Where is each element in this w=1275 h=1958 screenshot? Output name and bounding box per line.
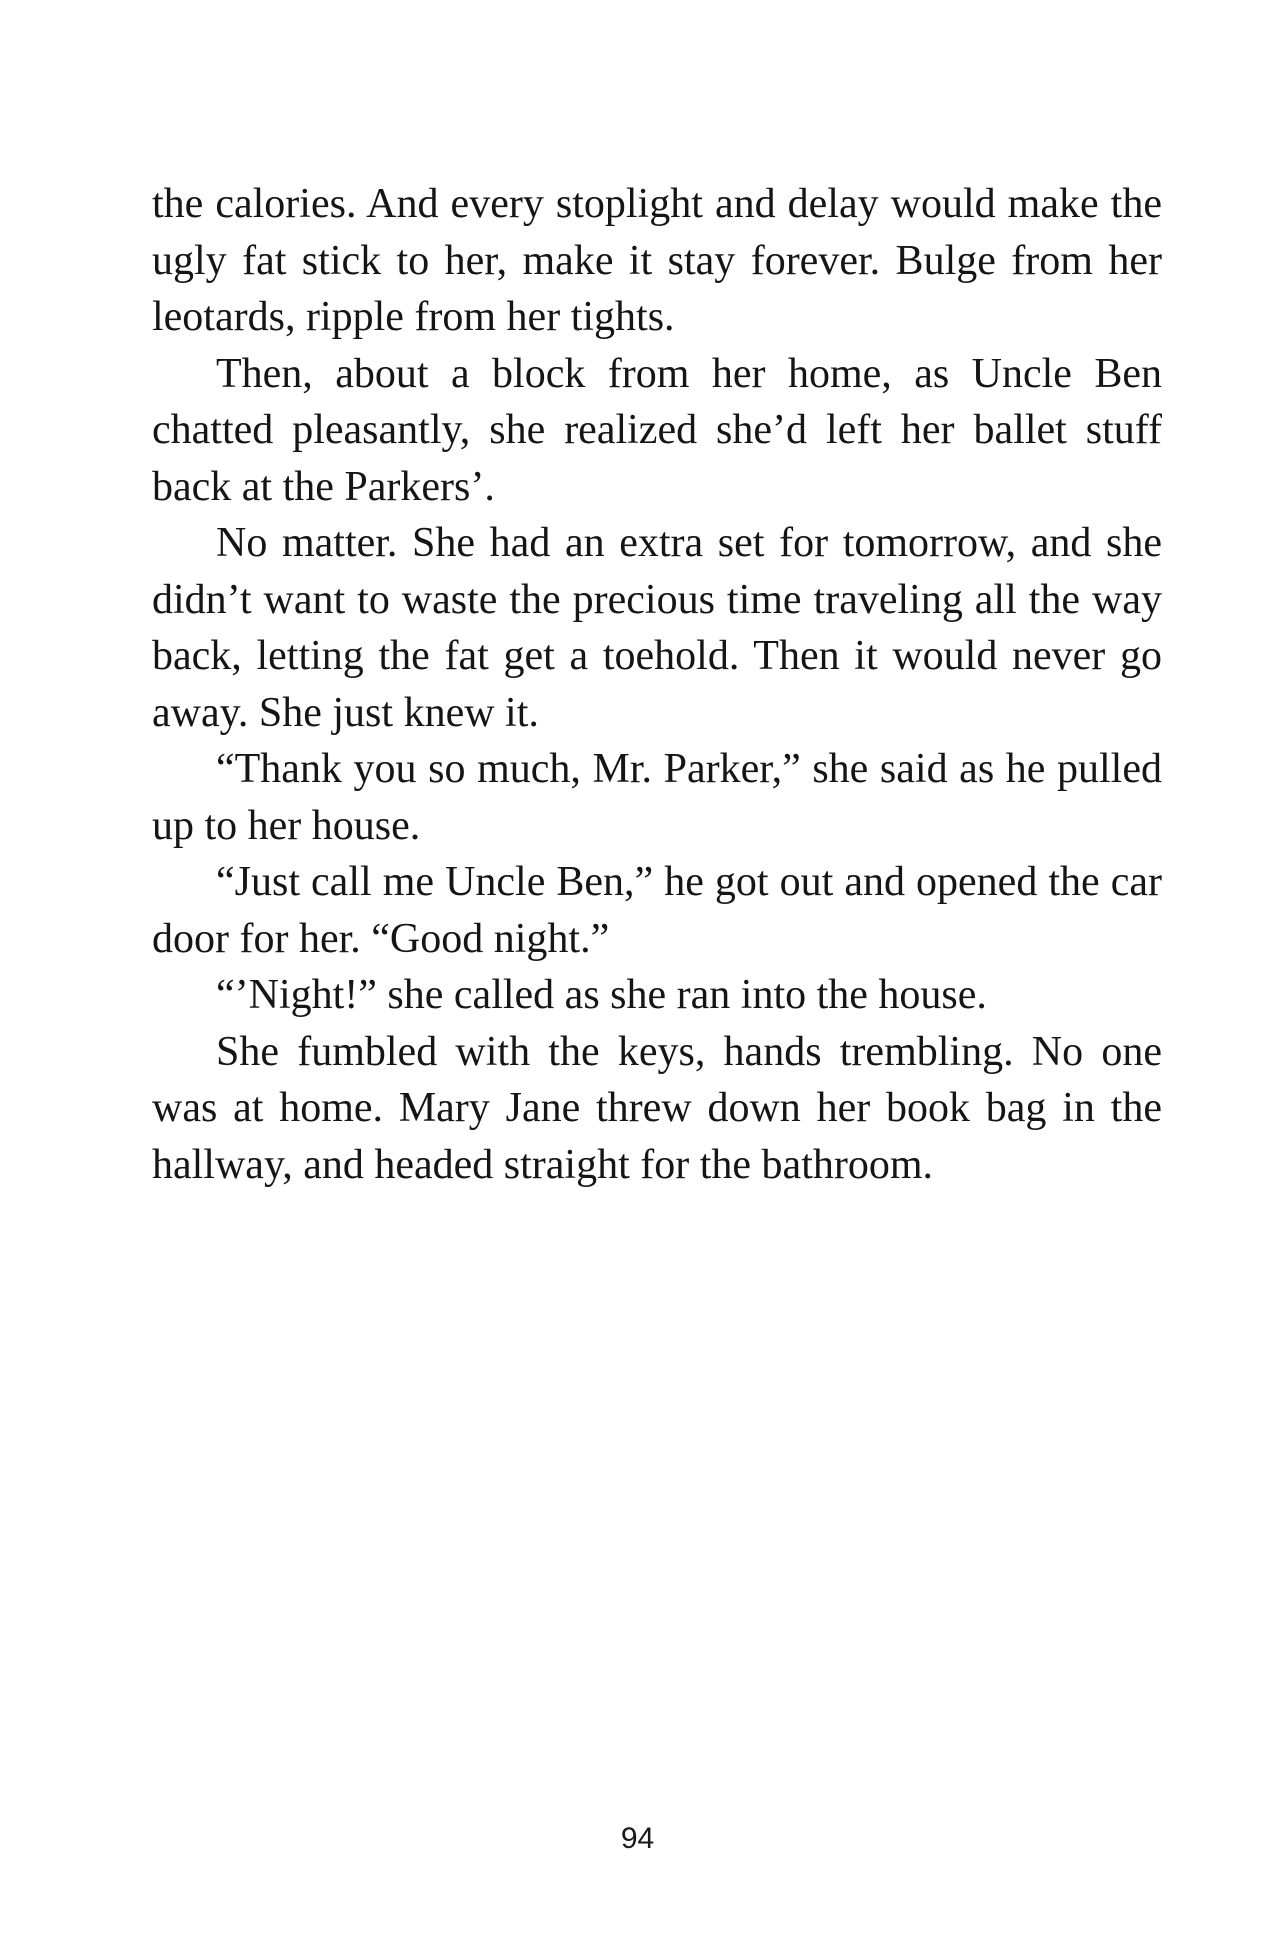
page-number: 94 [620,1822,655,1855]
body-text [152,176,1162,1193]
paragraph-1: the calories. And every stoplight and delay would make the ugly fat stick to her, make it stay forever. Bulge from her leotards, ripple from her tights. [152,181,1162,340]
paragraph-4: “Thank you so much, Mr. Parker,” she said as he pulled up to her house. [152,746,1162,849]
paragraph-3: No matter. She had an extra set for tomorrow, and she didn’t want to waste the precious time traveling all the way back, letting the fat get a toehold. Then it would never go away. She just knew it. [152,520,1162,736]
paragraph-7: She fumbled with the keys, hands trembling. No one was at home. Mary Jane threw down her book bag in the hallway, and headed straight for the bathroom. [152,1028,1162,1188]
paragraph-5: “Just call me Uncle Ben,” he got out and opened the car door for her. “Good night.” [152,859,1162,962]
paragraph-6: “’Night!” she called as she ran into the house. [216,972,987,1018]
paragraph-2: Then, about a block from her home, as Uncle Ben chatted pleasantly, she realized she’d left her ballet stuff back at the Parkers’. [152,350,1162,510]
